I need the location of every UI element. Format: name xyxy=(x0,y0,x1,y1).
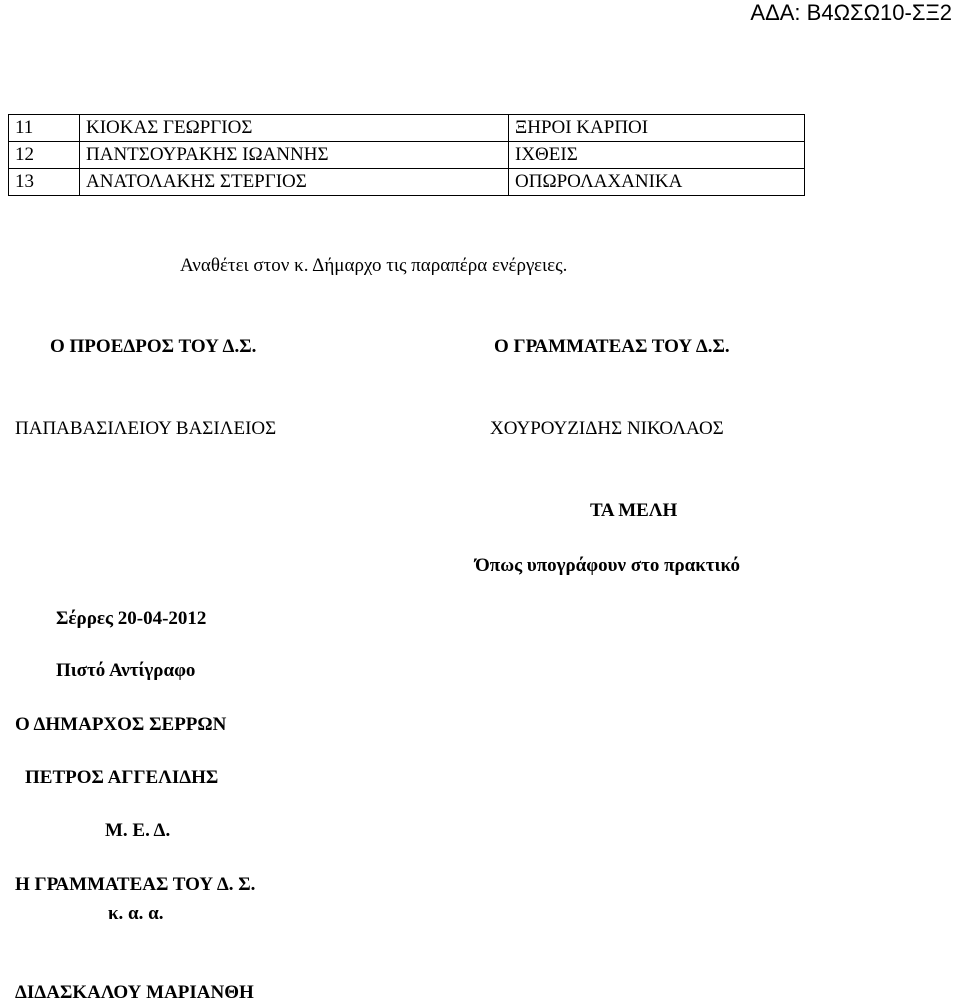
secretary-name: ΧΟΥΡΟΥΖΙΔΗΣ ΝΙΚΟΛΑΟΣ xyxy=(490,418,724,439)
mayor-abbrev: Μ. Ε. Δ. xyxy=(105,820,171,841)
row-number: 11 xyxy=(9,115,80,142)
vendors-table xyxy=(8,114,805,196)
delegation-text: Αναθέτει στον κ. Δήμαρχο τις παραπέρα ενέργειες. xyxy=(180,255,568,276)
members-note: Όπως υπογράφουν στο πρακτικό xyxy=(475,555,740,576)
secretary-title: Ο ΓΡΑΜΜΑΤΕΑΣ ΤΟΥ Δ.Σ. xyxy=(494,336,730,357)
row-name: ΑΝΑΤΟΛΑΚΗΣ ΣΤΕΡΓΙΟΣ xyxy=(80,169,509,196)
table-row xyxy=(9,142,805,169)
table-row xyxy=(9,115,805,142)
mayor-name: ΠΕΤΡΟΣ ΑΓΓΕΛΙΔΗΣ xyxy=(25,767,219,788)
members-title: ΤΑ ΜΕΛΗ xyxy=(590,500,678,521)
president-title: Ο ΠΡΟΕΔΡΟΣ ΤΟΥ Δ.Σ. xyxy=(50,336,257,357)
row-number: 12 xyxy=(9,142,80,169)
secretary-cert-name: ΔΙΔΑΣΚΑΛΟΥ ΜΑΡΙΑΝΘΗ xyxy=(15,982,254,1003)
ada-code: ΑΔΑ: Β4ΩΣΩ10-ΣΞ2 xyxy=(750,0,952,25)
row-category: ΙΧΘΕΙΣ xyxy=(509,142,805,169)
row-name: ΚΙΟΚΑΣ ΓΕΩΡΓΙΟΣ xyxy=(80,115,509,142)
secretary-cert-abbrev: κ. α. α. xyxy=(108,903,164,924)
row-category: ΟΠΩΡΟΛΑΧΑΝΙΚΑ xyxy=(509,169,805,196)
row-name: ΠΑΝΤΣΟΥΡΑΚΗΣ ΙΩΑΝΝΗΣ xyxy=(80,142,509,169)
true-copy-label: Πιστό Αντίγραφο xyxy=(56,660,196,681)
president-name: ΠΑΠΑΒΑΣΙΛΕΙΟΥ ΒΑΣΙΛΕΙΟΣ xyxy=(15,418,277,439)
row-number: 13 xyxy=(9,169,80,196)
secretary-cert-title: Η ΓΡΑΜΜΑΤΕΑΣ ΤΟΥ Δ. Σ. xyxy=(15,874,256,895)
table-row xyxy=(9,169,805,196)
row-category: ΞΗΡΟΙ ΚΑΡΠΟΙ xyxy=(509,115,805,142)
place-date: Σέρρες 20-04-2012 xyxy=(56,608,207,629)
mayor-title: Ο ΔΗΜΑΡΧΟΣ ΣΕΡΡΩΝ xyxy=(15,714,227,735)
